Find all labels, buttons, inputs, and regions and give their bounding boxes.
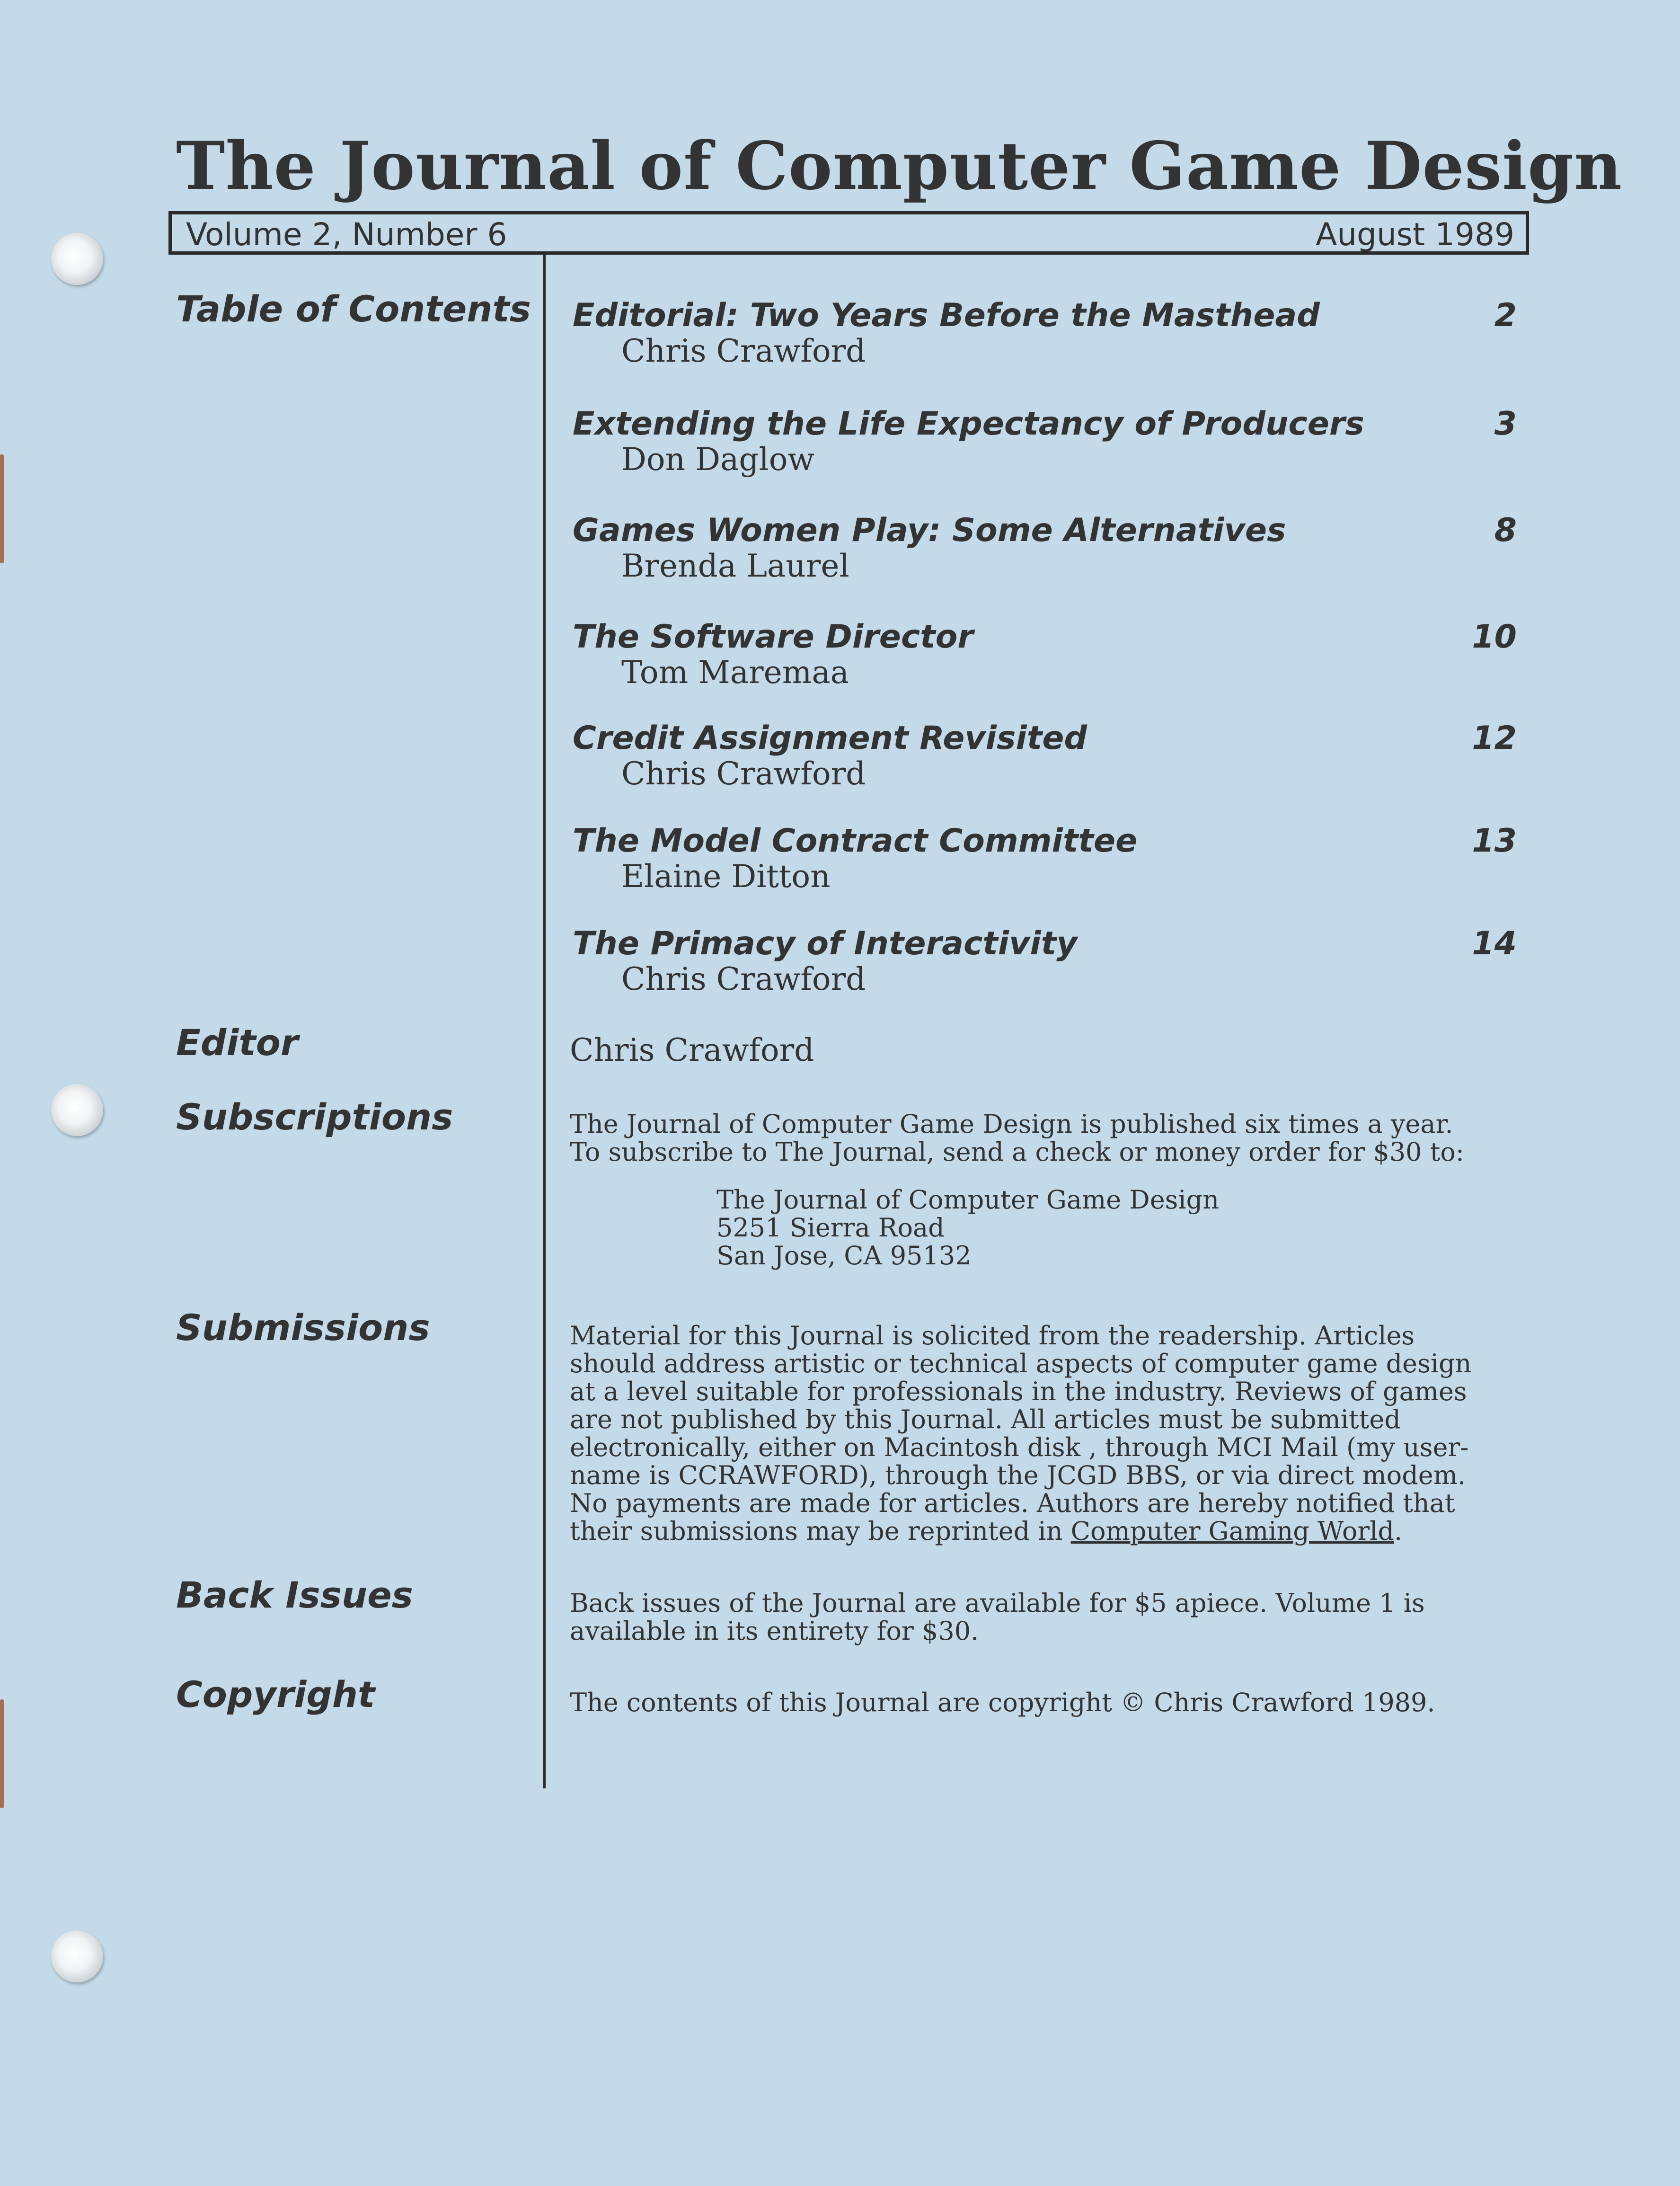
toc-entry-author: Chris Crawford (621, 333, 866, 369)
toc-entry-title: Extending the Life Expectancy of Producers (573, 405, 1364, 443)
back-issues-line: Back issues of the Journal are available for $5 apiece. Volume 1 is (570, 1588, 1425, 1618)
toc-entry-author: Chris Crawford (621, 755, 866, 792)
toc-entry-page: 3 (1494, 405, 1517, 443)
toc-entry-page: 14 (1472, 925, 1517, 962)
toc-entry-title: Games Women Play: Some Alternatives (573, 512, 1286, 549)
toc-entry-author: Brenda Laurel (621, 548, 849, 584)
toc-entry-author: Elaine Ditton (621, 858, 831, 895)
submissions-line: at a level suitable for professionals in the industry. Reviews of games (570, 1377, 1467, 1406)
journal-title: The Journal of Computer Game Design (176, 127, 1623, 204)
submissions-line (570, 1517, 1471, 1545)
subscriptions-text (570, 1110, 1464, 1270)
column-divider (543, 255, 546, 1788)
submissions-line: are not published by this Journal. All articles must be submitted (570, 1404, 1401, 1434)
toc-entry-page: 2 (1494, 297, 1517, 334)
address-line: 5251 Sierra Road (716, 1213, 945, 1243)
toc-entry-page: 8 (1494, 512, 1517, 549)
submissions-line: Material for this Journal is solicited from the readership. Articles (570, 1321, 1415, 1351)
subscriptions-line: To subscribe to The Journal, send a check or money order for $30 to: (570, 1137, 1465, 1167)
submissions-text (570, 1322, 1471, 1545)
volume-number: Volume 2, Number 6 (186, 216, 507, 253)
back-issues-text (570, 1589, 1425, 1645)
submissions-line: name is CCRAWFORD), through the JCGD BBS, or via direct modem. (570, 1460, 1466, 1490)
copyright-label: Copyright (176, 1673, 375, 1715)
submissions-line: should address artistic or technical aspects of computer game design (570, 1349, 1472, 1378)
toc-entry-title: Credit Assignment Revisited (573, 720, 1088, 757)
submissions-line: No payments are made for articles. Authors are hereby notified that (570, 1488, 1455, 1518)
punch-hole (51, 233, 103, 285)
toc-entry (573, 406, 1538, 477)
toc-entry (573, 512, 1538, 583)
edge-stain (0, 454, 4, 563)
toc-entry (573, 619, 1538, 690)
toc-entry-page: 10 (1472, 618, 1517, 656)
back-issues-label: Back Issues (176, 1574, 413, 1616)
toc-entry-page: 12 (1472, 720, 1517, 757)
toc-entry-title: The Model Contract Committee (573, 822, 1138, 860)
volume-bar (168, 211, 1529, 255)
address-line: The Journal of Computer Game Design (716, 1185, 1219, 1215)
issue-date: August 1989 (1316, 216, 1514, 253)
toc-entry-title: The Primacy of Interactivity (573, 925, 1078, 962)
toc-entry (573, 297, 1538, 368)
toc-entry (573, 925, 1538, 996)
toc-entry (573, 823, 1538, 894)
editor-name: Chris Crawford (570, 1032, 814, 1068)
punch-hole (51, 1084, 103, 1136)
subscriptions-label: Subscriptions (176, 1096, 453, 1138)
submissions-line-suffix: . (1394, 1516, 1403, 1546)
toc-entry (573, 720, 1538, 791)
toc-entry-author: Chris Crawford (621, 961, 866, 997)
toc-entry-page: 13 (1472, 822, 1517, 860)
toc-entry-author: Don Daglow (621, 441, 814, 478)
editor-label: Editor (176, 1022, 299, 1064)
publication-name: Computer Gaming World (1070, 1516, 1394, 1546)
toc-entry-title: The Software Director (573, 618, 973, 656)
subscriptions-line: The Journal of Computer Game Design is published six times a year. (570, 1109, 1453, 1139)
toc-entry-author: Tom Maremaa (621, 654, 849, 691)
copyright-text: The contents of this Journal are copyright © Chris Crawford 1989. (570, 1688, 1435, 1717)
submissions-line-prefix: their submissions may be reprinted in (570, 1516, 1071, 1546)
toc-label: Table of Contents (176, 288, 531, 330)
toc-entry-title: Editorial: Two Years Before the Masthead (573, 297, 1320, 334)
edge-stain (0, 1699, 4, 1808)
punch-hole (51, 1930, 103, 1982)
submissions-label: Submissions (176, 1306, 430, 1349)
submissions-line: electronically, either on Macintosh disk , through MCI Mail (my user- (570, 1432, 1469, 1462)
back-issues-line: available in its entirety for $30. (570, 1616, 979, 1646)
address-line: San Jose, CA 95132 (716, 1241, 972, 1271)
